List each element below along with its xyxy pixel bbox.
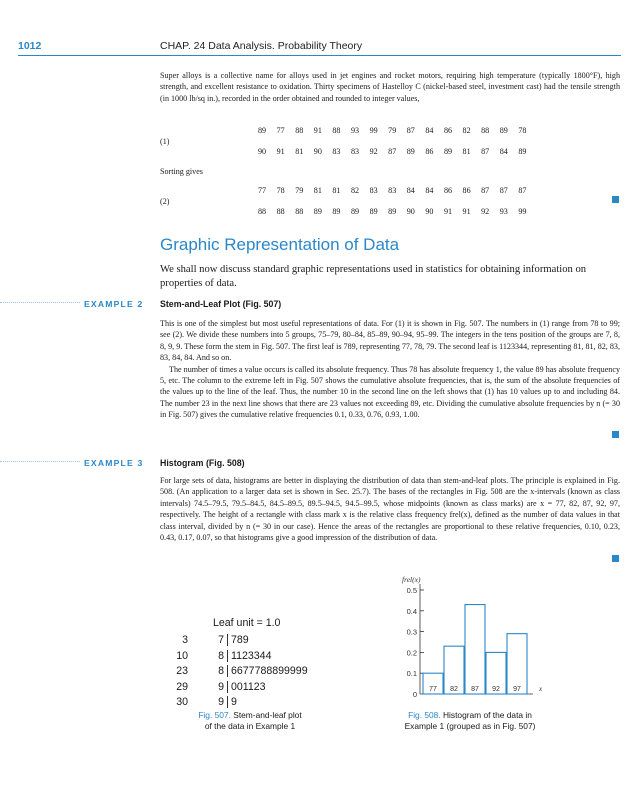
data2-row2-value: 89 [313, 207, 322, 216]
data2-row2-value: 88 [295, 207, 304, 216]
y-axis-label: frel(x) [402, 575, 421, 584]
data2-row2-value: 89 [369, 207, 378, 216]
data2-row2-value: 90 [425, 207, 434, 216]
data2-row1-value: 86 [462, 186, 471, 195]
data1-row2-value: 89 [443, 147, 453, 156]
data1-row1-value: 79 [388, 126, 397, 135]
cumulative-frequency: 23 [176, 665, 188, 677]
example3-end-square [612, 555, 619, 562]
leaf: 9 [231, 696, 237, 708]
data2-row1-value: 84 [425, 186, 434, 195]
data1-row2-value: 90 [258, 147, 267, 156]
data2-row2-value: 88 [258, 207, 267, 216]
data1-row2-value: 84 [499, 147, 508, 156]
cumulative-frequency: 10 [176, 649, 188, 662]
data2-row1-value: 86 [443, 186, 453, 195]
caption-508-text2: Example 1 (grouped as in Fig. 507) [404, 721, 536, 731]
example2-p2: The number of times a value occurs is called its absolute frequency. Thus 78 has absolute frequency 1, the value 89 has absolute frequency 5, etc. The column to the extreme left in Fig. 507 shows the cumulative absolute frequencies, that is, the sum of the absolute frequencies of the values up to the line of the leaf. Thus, the number 10 in the second line on the left shows that (1) has 10 values up to and including 84. The number 23 in the next line shows that there are 23 values not exceeding 89, etc. Dividing the cumulative absolute frequencies by n (= 30 in Fig. 507) gives the cumulative relative frequencies 0.1, 0.33, 0.76, 0.93, 1.00. [160, 364, 620, 420]
data2-row1-value: 83 [369, 186, 378, 195]
data1-row1-value: 88 [332, 126, 341, 135]
data2-row1-value: 87 [499, 186, 508, 195]
data2-row1-value: 78 [276, 186, 285, 195]
section-title: Graphic Representation of Data [160, 235, 400, 254]
data1-row1-value: 89 [258, 126, 267, 135]
data1-row1-value: 91 [313, 126, 322, 135]
data1-row1-value: 93 [350, 126, 360, 135]
leaf: 001123 [231, 680, 266, 693]
example2-end-square [612, 431, 619, 438]
x-axis-label: x [539, 685, 543, 693]
data1-row2-value: 90 [313, 147, 322, 156]
y-tick-label: 0 [412, 690, 417, 699]
data2-label: (2) [160, 197, 170, 206]
x-tick-label: 87 [471, 686, 479, 693]
y-tick-label: 0.5 [406, 586, 417, 595]
section-intro: We shall now discuss standard graphic representations used in statistics for obtaining information on properties of data. [160, 264, 587, 289]
data2-row1-value: 82 [350, 186, 360, 195]
stem: 7 [196, 634, 228, 646]
data1-row2-value: 86 [425, 147, 434, 156]
example2-p1: This is one of the simplest but most useful representations of data. For (1) it is shown in Fig. 507. The numbers in (1) range from 78 to 99; see (2). We divide these numbers into 5 groups, 75–79, 80–84, 85–89, 90–94, 95–99. The integers in the tens position of the groups are 7, 8, 8, 9, 9. These form the stem in Fig. 507. The first leaf is 789, representing 77, 78, 79. The second leaf is 1123344, representing 81, 81, 82, 83, 83, 84, 84. And so on. [160, 319, 620, 363]
caption-508-text1: Histogram of the data in [443, 710, 532, 720]
data2-row1-value: 77 [258, 186, 267, 195]
data1-row1-value: 88 [481, 126, 490, 135]
data1-row2-value: 81 [462, 147, 471, 156]
data2-row2-value: 91 [443, 207, 453, 216]
data2-row2-value: 90 [406, 207, 415, 216]
y-tick-label: 0.3 [406, 627, 417, 637]
data2-row1-value: 87 [518, 186, 527, 195]
leaf: 1123344 [231, 649, 272, 662]
data1-row1-value: 88 [295, 126, 304, 135]
stem: 9 [196, 681, 228, 693]
caption-507-text1: Stem-and-leaf plot [233, 710, 302, 720]
y-tick-label: 0.1 [406, 669, 417, 679]
cumulative-frequency: 30 [176, 696, 188, 708]
header-rule [18, 55, 621, 56]
data1-row1-value: 77 [276, 126, 285, 135]
data1-row1-value: 89 [499, 126, 508, 135]
end-marker-square [612, 196, 619, 203]
data2-row2-value: 89 [350, 207, 360, 216]
data2-row2 [258, 207, 537, 216]
stem: 8 [196, 650, 228, 662]
y-tick-label: 0.4 [406, 606, 417, 616]
example3-p1: For large sets of data, histograms are better in displaying the distribution of data than stem-and-leaf plots. The principle is explained in Fig. 508. (An application to a larger data set is shown in Sec. 25.7). The bases of the rectangles in Fig. 508 are the x-intervals (known as class intervals) 74.5–79.5, 79.5–84.5, 84.5–89.5, 89.5–94.5, 94.5–99.5, whose midpoints (known as class marks) are x = 77, 82, 87, 92, 97, respectively. The height of a rectangle with class mark x is the relative class frequency frel(x), defined as the number of data values in that class interval, divided by n (= 30 in our case). Hence the areas of the rectangles are proportional to these relative frequencies, 0.10, 0.23, 0.43, 0.17, 0.07, so that histograms give a good impression of the distribution of data. [160, 476, 620, 543]
data2-row2-value: 91 [462, 207, 471, 216]
page-number: 1012 [18, 40, 42, 52]
data1-row1-value: 84 [425, 126, 434, 135]
leaf: 789 [231, 634, 249, 646]
data1-row1-value: 99 [369, 126, 378, 135]
x-tick-label: 97 [513, 686, 521, 693]
data1-row2-value: 91 [276, 147, 285, 156]
intro-text: Super alloys is a collective name for alloys used in jet engines and rocket motors, requiring high temperature (typically 1800°F), high strength, and excellent resistance to oxidation. Thirty specimens of Hastelloy C (nickel-based steel, investment cast) had the tensile strength (in 1000 lb/sq in.), recorded in the order obtained and rounded to integer values, [160, 71, 620, 103]
x-tick-label: 92 [492, 686, 500, 693]
histogram-bar [507, 634, 527, 694]
x-tick-label: 82 [450, 686, 458, 693]
data2-row2-value: 99 [518, 207, 527, 216]
intro-paragraph [160, 70, 620, 104]
example3-title: Histogram (Fig. 508) [160, 458, 245, 468]
example3-label: EXAMPLE 3 [84, 458, 144, 468]
histogram-chart [370, 575, 543, 712]
stem: 9 [196, 696, 228, 708]
data2-row1-value: 79 [295, 186, 304, 195]
data2-row1-value: 87 [481, 186, 490, 195]
data1-row2-value: 92 [369, 147, 378, 156]
cumulative-frequency: 3 [182, 634, 188, 646]
data1-row1-value: 82 [462, 126, 471, 135]
sorting-gives: Sorting gives [160, 167, 203, 176]
example3-body [160, 475, 620, 543]
data2-row1-value: 84 [406, 186, 415, 195]
data1-row2 [258, 147, 537, 156]
chapter-title: CHAP. 24 Data Analysis. Probability Theory [160, 40, 363, 52]
data2-row2-value: 88 [276, 207, 285, 216]
data2-row1-value: 81 [332, 186, 341, 195]
data1-row2-value: 83 [350, 147, 360, 156]
data2-row2-value: 93 [499, 207, 508, 216]
example2-title: Stem-and-Leaf Plot (Fig. 507) [160, 299, 282, 309]
histogram-bar [465, 605, 485, 694]
data2-row1-value: 83 [388, 186, 397, 195]
data1-row1-value: 87 [406, 126, 415, 135]
data1-row1 [258, 126, 537, 135]
data1-row2-value: 87 [481, 147, 490, 156]
data1-row1-value: 78 [518, 126, 527, 135]
example2-rule [0, 302, 80, 303]
stem: 8 [196, 665, 228, 677]
data2-row2-value: 89 [332, 207, 341, 216]
data1-label: (1) [160, 137, 170, 146]
caption-508 [380, 710, 560, 732]
data1-row2-value: 87 [388, 147, 397, 156]
data1-row2-value: 83 [332, 147, 341, 156]
data1-row2-value: 89 [406, 147, 415, 156]
data2-row2-value: 89 [388, 207, 397, 216]
leaf-unit-label: Leaf unit = 1.0 [213, 617, 281, 629]
example3-rule [0, 461, 80, 462]
data1-row2-value: 81 [295, 147, 304, 156]
cumulative-frequency: 29 [176, 680, 188, 693]
caption-507-fig: Fig. 507. [198, 710, 231, 720]
x-tick-label: 77 [429, 686, 437, 693]
data2-row2-value: 92 [481, 207, 490, 216]
data1-row2-value: 89 [518, 147, 527, 156]
data2-row1-value: 81 [313, 186, 322, 195]
example2-label: EXAMPLE 2 [84, 299, 144, 309]
caption-507 [160, 710, 340, 732]
data1-row1-value: 86 [443, 126, 453, 135]
caption-508-fig: Fig. 508. [408, 710, 441, 720]
example2-body [160, 318, 620, 421]
caption-507-text2: of the data in Example 1 [204, 721, 296, 731]
leaf: 6677788899999 [231, 665, 308, 677]
y-tick-label: 0.2 [406, 648, 417, 658]
data2-row1 [258, 186, 537, 195]
